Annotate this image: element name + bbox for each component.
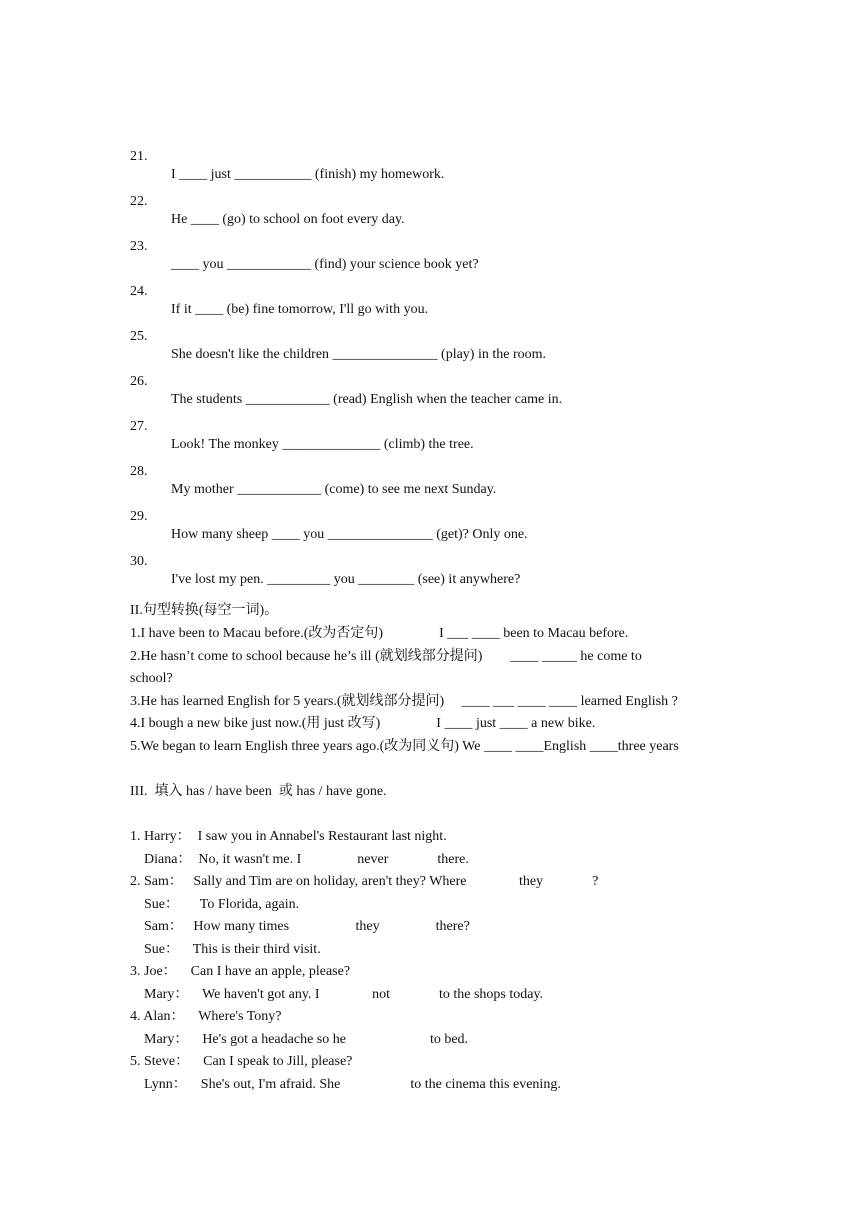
question-number: 26. (130, 374, 148, 389)
question-text: How many sheep ____ you _______________ (get)? Only one. (171, 527, 528, 542)
dialogue-line: Sue： This is their third visit. (130, 942, 321, 957)
transform-line-2: 2.He hasn’t come to school because he’s ill (就划线部分提问) ____ _____ he come to (130, 649, 642, 664)
transform-line-1: 1.I have been to Macau before.(改为否定句) I ___ ____ been to Macau before. (130, 626, 629, 641)
dialogue-line: Sue： To Florida, again. (130, 897, 300, 912)
dialogue-line: Mary： He's got a headache so he to bed. (130, 1032, 469, 1047)
question-number: 22. (130, 194, 148, 209)
dialogue-line: 1. Harry： I saw you in Annabel's Restaurant last night. (130, 829, 447, 844)
question-text: If it ____ (be) fine tomorrow, I'll go with you. (171, 302, 429, 317)
transform-line-2-cont: school? (130, 671, 173, 686)
section-heading: II.句型转换(每空一词)。 (130, 603, 279, 618)
dialogue-line: 3. Joe： Can I have an apple, please? (130, 964, 351, 979)
question-number: 30. (130, 554, 148, 569)
question-text: I've lost my pen. _________ you ________ (see) it anywhere? (171, 572, 521, 587)
dialogue-line: 4. Alan： Where's Tony? (130, 1009, 282, 1024)
dialogue-line: Diana： No, it wasn't me. I never there. (130, 852, 469, 867)
transform-line-4: 4.I bough a new bike just now.(用 just 改写) I ____ just ____ a new bike. (130, 716, 596, 731)
dialogue-line: Lynn： She's out, I'm afraid. She to the cinema this evening. (130, 1077, 561, 1092)
question-number: 27. (130, 419, 148, 434)
dialogue-line: Mary： We haven't got any. I not to the shops today. (130, 987, 544, 1002)
question-number: 23. (130, 239, 148, 254)
question-text: Look! The monkey ______________ (climb) the tree. (171, 437, 474, 452)
question-text: I ____ just ___________ (finish) my homework. (171, 167, 445, 182)
transform-line-3: 3.He has learned English for 5 years.(就划线部分提问) ____ ___ ____ ____ learned English ? (130, 694, 678, 709)
dialogue-line: 5. Steve： Can I speak to Jill, please? (130, 1054, 353, 1069)
question-text: My mother ____________ (come) to see me next Sunday. (171, 482, 497, 497)
question-30 (0, 535, 521, 607)
question-text: She doesn't like the children _______________ (play) in the room. (171, 347, 547, 362)
dialogue-line: Sam： How many times they there? (130, 919, 470, 934)
question-number: 29. (130, 509, 148, 524)
transform-line-5: 5.We began to learn English three years ago.(改为同义句) We ____ ____English ____three years (130, 739, 679, 754)
question-text: ____ you ____________ (find) your science book yet? (171, 257, 479, 272)
dialogue-line: 2. Sam： Sally and Tim are on holiday, aren't they? Where they ? (130, 874, 599, 889)
question-text: He ____ (go) to school on foot every day. (171, 212, 405, 227)
question-text: The students ____________ (read) English when the teacher came in. (171, 392, 563, 407)
question-number: 21. (130, 149, 148, 164)
question-number: 24. (130, 284, 148, 299)
section-heading: III. 填入 has / have been 或 has / have gone. (130, 784, 387, 799)
question-number: 25. (130, 329, 148, 344)
question-number: 28. (130, 464, 148, 479)
